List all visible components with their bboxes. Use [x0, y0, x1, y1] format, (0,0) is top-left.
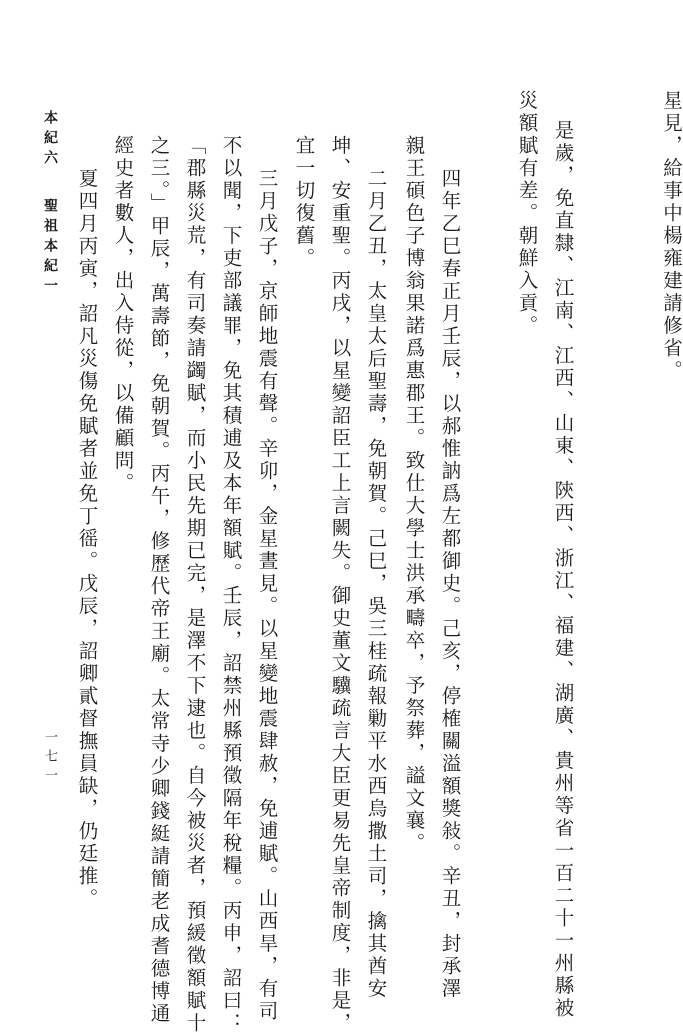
text-column: 四年乙巳春正月壬辰，以郝惟訥爲左都御史。己亥，停榷關溢額獎敍。辛丑，封承澤: [438, 168, 462, 1001]
text-column: 宜一切復舊。: [292, 135, 316, 270]
text-column: 坤、安重聖。丙戌，以星變詔臣工上言闕失。御史董文驥疏言大臣更易先皇帝制度，非是，: [328, 135, 352, 1035]
text-column: 災額賦有差。朝鮮入貢。: [515, 90, 539, 338]
running-head-title: 聖祖本紀一: [42, 198, 58, 298]
running-head: [40, 110, 60, 298]
text-column: 不以聞，下吏部議罪，免其積逋及本年額賦。壬辰，詔禁州縣預徵隔年稅糧。丙申，詔曰：: [219, 135, 243, 1035]
text-column: 經史者數人，出入侍從，以備顧問。: [111, 135, 135, 495]
text-column: 夏四月丙寅，詔凡災傷免賦者並免丁徭。戊辰，詔卿貳督撫員缺，仍廷推。: [75, 168, 99, 911]
text-column: 之三。」甲辰，萬壽節，免朝賀。丙午，修歷代帝王廟。太常寺少卿錢綎請簡老成耆德博通: [147, 135, 171, 1026]
text-column: 星見，給事中楊雍建請修省。: [660, 90, 683, 383]
running-head-volume: 本紀六: [42, 110, 58, 170]
text-column: 親王碩色子博翁果諾爲惠郡王。致仕大學士洪承疇卒，予祭葬，謚文襄。: [402, 135, 426, 855]
text-column: 是歲，免直隸、江南、江西、山東、陝西、浙江、福建、湖廣、貴州等省一百二十一州縣被: [551, 120, 575, 1020]
text-column: 三月戊子，京師地震有聲。辛卯，金星晝見。以星變地震肆赦，免逋賦。山西旱，有司: [255, 168, 279, 1023]
text-column: 二月乙丑，太皇太后聖壽，免朝賀。己巳，吳三桂疏報勦平水西烏撒土司，擒其酋安: [364, 168, 388, 1001]
text-column: 「郡縣災荒，有司奏請蠲賦，而小民先期已完，是澤不下逮也。自今被災者，預緩徵額賦十: [183, 135, 207, 1035]
page-number: 一七一: [42, 730, 57, 787]
